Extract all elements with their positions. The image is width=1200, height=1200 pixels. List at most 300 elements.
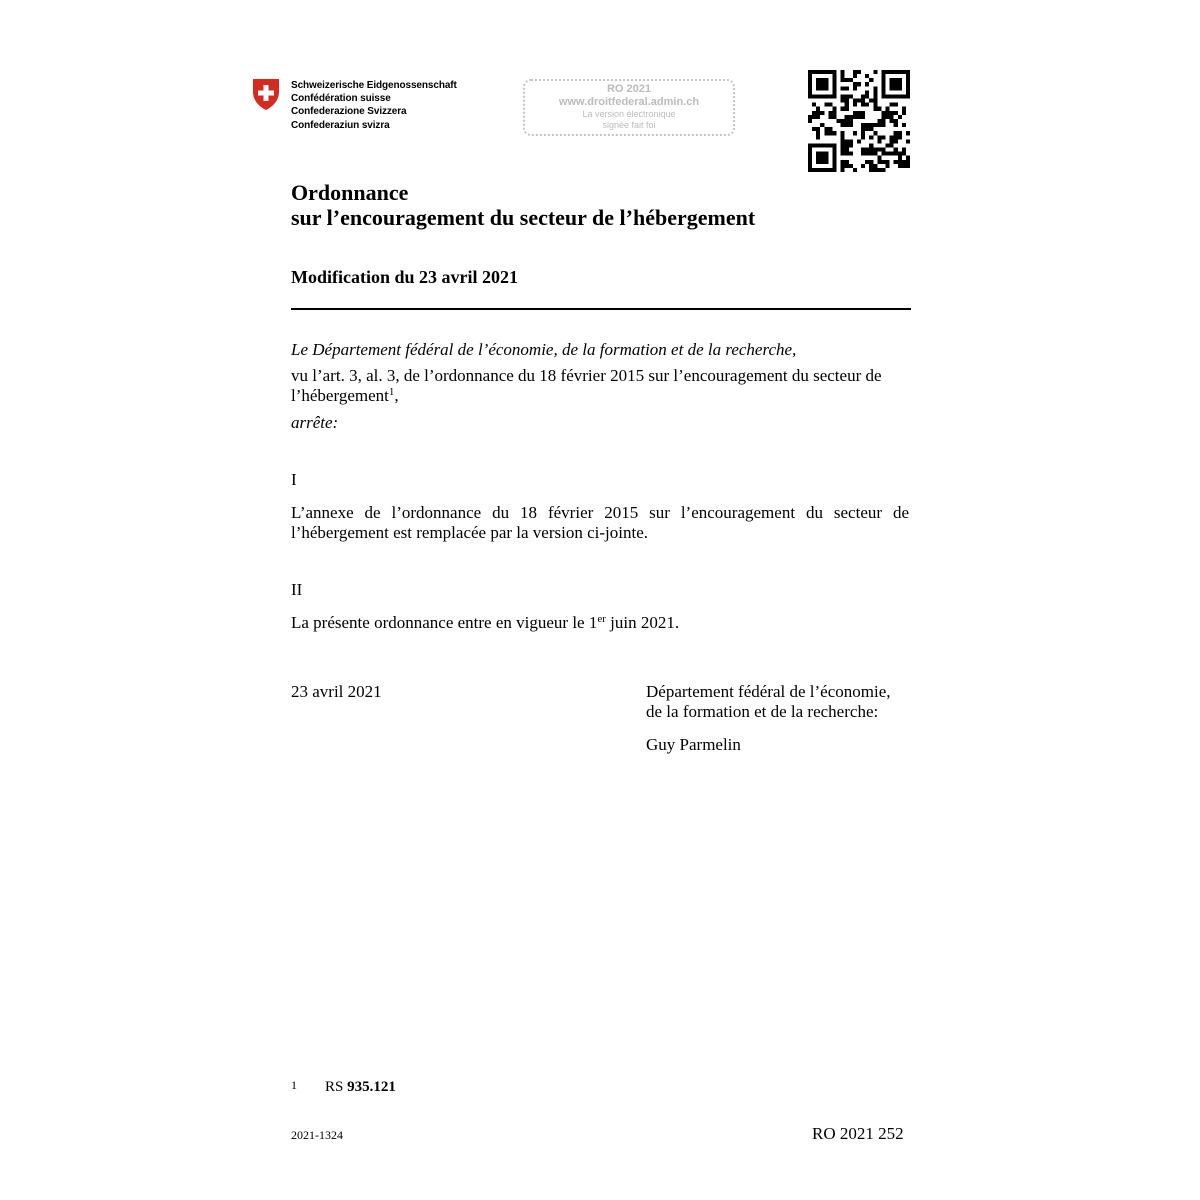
qr-module: [841, 86, 845, 90]
qr-module: [820, 168, 824, 172]
qr-module: [832, 156, 836, 160]
qr-module: [877, 168, 881, 172]
qr-module: [816, 70, 820, 74]
qr-module: [808, 168, 812, 172]
section-i-text: L’annexe de l’ordonnance du 18 février 2015 sur l’encouragement du secteur de l’hébergement est remplacée par la version ci-jointe.: [291, 503, 909, 542]
qr-module: [841, 123, 845, 127]
qr-module: [832, 131, 836, 135]
qr-module: [902, 152, 906, 156]
qr-module: [828, 127, 832, 131]
qr-module: [890, 70, 894, 74]
qr-module: [820, 94, 824, 98]
qr-module: [841, 139, 845, 143]
qr-module: [808, 119, 812, 123]
qr-module: [832, 164, 836, 168]
qr-module: [808, 82, 812, 86]
swiss-cross-icon: [252, 78, 280, 111]
qr-module: [816, 131, 820, 135]
qr-module: [873, 168, 877, 172]
qr-module: [828, 131, 832, 135]
qr-module: [869, 168, 873, 172]
qr-module: [877, 119, 881, 123]
qr-module: [906, 156, 910, 160]
qr-module: [824, 152, 828, 156]
qr-module: [841, 107, 845, 111]
qr-module: [841, 148, 845, 152]
qr-module: [812, 127, 816, 131]
qr-module: [886, 115, 890, 119]
qr-module: [869, 99, 873, 103]
qr-module: [853, 131, 857, 135]
qr-module: [841, 131, 845, 135]
section-heading-ii: II: [291, 580, 303, 599]
qr-module: [832, 70, 836, 74]
qr-module: [873, 152, 877, 156]
qr-module: [808, 94, 812, 98]
qr-module: [824, 94, 828, 98]
preamble-basis-end: ,: [394, 386, 399, 405]
qr-module: [881, 111, 885, 115]
qr-module: [857, 139, 861, 143]
signature-date: 23 avril 2021: [291, 682, 382, 701]
qr-code-icon: [808, 70, 910, 172]
qr-module: [853, 168, 857, 172]
qr-module: [890, 86, 894, 90]
qr-module: [812, 168, 816, 172]
qr-module: [877, 139, 881, 143]
qr-module: [845, 123, 849, 127]
qr-module: [869, 123, 873, 127]
qr-module: [845, 78, 849, 82]
qr-module: [832, 78, 836, 82]
qr-module: [841, 135, 845, 139]
entry-into-force-date: juin 2021.: [605, 613, 680, 632]
qr-module: [824, 160, 828, 164]
qr-module: [881, 148, 885, 152]
qr-module: [812, 103, 816, 107]
official-compilation-ref: RO 2021 252: [812, 1124, 904, 1143]
qr-module: [841, 74, 845, 78]
qr-module: [832, 107, 836, 111]
qr-module: [865, 160, 869, 164]
qr-module: [849, 152, 853, 156]
qr-module: [824, 103, 828, 107]
qr-module: [816, 160, 820, 164]
qr-module: [808, 160, 812, 164]
qr-module: [865, 90, 869, 94]
qr-module: [808, 148, 812, 152]
qr-module: [902, 123, 906, 127]
qr-module: [894, 123, 898, 127]
title-line-2: sur l’encouragement du secteur de l’hébergement: [291, 205, 756, 230]
qr-module: [894, 94, 898, 98]
qr-module: [841, 164, 845, 168]
qr-module: [906, 82, 910, 86]
qr-module: [881, 168, 885, 172]
entry-into-force-text: La présente ordonnance entre en vigueur le 1: [291, 613, 598, 632]
qr-module: [898, 70, 902, 74]
confederation-name-fr: Confédération suisse: [291, 93, 391, 105]
qr-module: [881, 82, 885, 86]
qr-module: [853, 103, 857, 107]
qr-module: [808, 78, 812, 82]
footnote-prefix: RS: [325, 1079, 348, 1095]
qr-module: [824, 143, 828, 147]
qr-module: [849, 119, 853, 123]
qr-module: [816, 82, 820, 86]
qr-module: [881, 70, 885, 74]
qr-module: [808, 74, 812, 78]
qr-module: [828, 115, 832, 119]
qr-module: [816, 168, 820, 172]
qr-module: [886, 70, 890, 74]
stamp-note-2: signée fait foi: [602, 120, 656, 130]
qr-module: [845, 160, 849, 164]
qr-module: [808, 86, 812, 90]
qr-module: [906, 139, 910, 143]
qr-module: [832, 94, 836, 98]
qr-module: [898, 164, 902, 168]
qr-module: [828, 168, 832, 172]
qr-module: [849, 164, 853, 168]
qr-module: [873, 86, 877, 90]
document-number: 2021-1324: [291, 1128, 343, 1142]
qr-module: [853, 115, 857, 119]
qr-module: [898, 135, 902, 139]
qr-module: [898, 131, 902, 135]
qr-module: [869, 152, 873, 156]
qr-module: [816, 135, 820, 139]
qr-module: [869, 164, 873, 168]
qr-module: [881, 94, 885, 98]
qr-module: [857, 115, 861, 119]
qr-module: [853, 86, 857, 90]
qr-module: [845, 107, 849, 111]
qr-module: [894, 103, 898, 107]
qr-module: [877, 148, 881, 152]
qr-module: [881, 123, 885, 127]
qr-module: [869, 160, 873, 164]
qr-module: [881, 86, 885, 90]
qr-module: [869, 148, 873, 152]
document-title: [291, 180, 755, 230]
qr-module: [841, 70, 845, 74]
qr-module: [890, 103, 894, 107]
qr-module: [877, 160, 881, 164]
qr-module: [824, 127, 828, 131]
preamble-basis-text: vu l’art. 3, al. 3, de l’ordonnance du 18 février 2015 sur l’encouragement du secteur de l’hébergement: [291, 366, 882, 405]
qr-module: [873, 94, 877, 98]
qr-module: [865, 94, 869, 98]
qr-module: [886, 143, 890, 147]
qr-module: [861, 99, 865, 103]
qr-module: [816, 78, 820, 82]
qr-module: [865, 82, 869, 86]
qr-module: [902, 164, 906, 168]
qr-module: [857, 111, 861, 115]
qr-module: [837, 119, 841, 123]
qr-module: [828, 103, 832, 107]
title-line-1: Ordonnance: [291, 180, 409, 205]
qr-module: [845, 119, 849, 123]
qr-module: [894, 148, 898, 152]
electronic-signature-stamp: [523, 79, 735, 136]
qr-module: [869, 78, 873, 82]
qr-module: [832, 111, 836, 115]
qr-module: [898, 94, 902, 98]
qr-module: [865, 148, 869, 152]
qr-module: [832, 168, 836, 172]
ordinal-suffix: er: [597, 613, 606, 625]
qr-module: [853, 99, 857, 103]
qr-module: [890, 94, 894, 98]
qr-module: [861, 135, 865, 139]
qr-module: [890, 115, 894, 119]
qr-module: [861, 152, 865, 156]
qr-module: [902, 70, 906, 74]
section-heading-i: I: [291, 470, 297, 489]
qr-module: [828, 94, 832, 98]
qr-module: [873, 99, 877, 103]
qr-module: [886, 111, 890, 115]
qr-module: [861, 94, 865, 98]
qr-module: [841, 99, 845, 103]
qr-module: [849, 115, 853, 119]
title-divider: [291, 308, 911, 310]
qr-module: [865, 74, 869, 78]
signatory-name: Guy Parmelin: [646, 735, 741, 754]
qr-module: [808, 164, 812, 168]
qr-module: [881, 152, 885, 156]
qr-module: [820, 160, 824, 164]
qr-module: [841, 78, 845, 82]
qr-module: [820, 70, 824, 74]
qr-module: [869, 135, 873, 139]
qr-module: [881, 135, 885, 139]
confederation-name-de: Schweizerische Eidgenossenschaft: [291, 80, 457, 91]
qr-module: [865, 127, 869, 131]
qr-module: [832, 90, 836, 94]
qr-module: [886, 107, 890, 111]
qr-module: [898, 82, 902, 86]
footnote-ref: 1: [388, 386, 395, 398]
qr-module: [890, 111, 894, 115]
qr-module: [812, 143, 816, 147]
qr-module: [816, 111, 820, 115]
qr-module: [832, 143, 836, 147]
qr-module: [841, 119, 845, 123]
qr-module: [841, 168, 845, 172]
qr-module: [808, 70, 812, 74]
qr-module: [857, 99, 861, 103]
qr-module: [890, 135, 894, 139]
qr-module: [890, 143, 894, 147]
qr-module: [824, 168, 828, 172]
qr-module: [902, 107, 906, 111]
qr-module: [898, 115, 902, 119]
confederation-name-it: Confederazione Svizzera: [291, 106, 407, 118]
qr-module: [894, 152, 898, 156]
qr-module: [881, 90, 885, 94]
qr-module: [881, 119, 885, 123]
qr-module: [845, 94, 849, 98]
qr-module: [808, 152, 812, 156]
footnote-reference: 935.121: [347, 1079, 396, 1095]
qr-module: [832, 148, 836, 152]
qr-module: [845, 139, 849, 143]
qr-module: [824, 131, 828, 135]
stamp-note-1: La version électronique: [582, 109, 676, 119]
qr-module: [898, 156, 902, 160]
qr-module: [824, 86, 828, 90]
qr-module: [906, 94, 910, 98]
qr-module: [828, 111, 832, 115]
qr-module: [845, 86, 849, 90]
qr-module: [873, 103, 877, 107]
qr-module: [898, 160, 902, 164]
qr-module: [853, 70, 857, 74]
qr-module: [832, 160, 836, 164]
qr-module: [894, 135, 898, 139]
qr-module: [820, 152, 824, 156]
qr-module: [894, 131, 898, 135]
qr-module: [816, 86, 820, 90]
qr-module: [812, 70, 816, 74]
qr-module: [894, 111, 898, 115]
qr-module: [877, 135, 881, 139]
qr-module: [894, 139, 898, 143]
modification-date: Modification du 23 avril 2021: [291, 267, 519, 287]
qr-module: [906, 74, 910, 78]
preamble-authority: Le Département fédéral de l’économie, de la formation et de la recherche,: [291, 340, 797, 359]
signatory-dept-line-2: de la formation et de la recherche:: [646, 702, 879, 721]
signatory-department: [646, 682, 916, 722]
qr-module: [890, 78, 894, 82]
qr-module: [845, 148, 849, 152]
footnote-number: 1: [291, 1078, 297, 1092]
qr-module: [902, 111, 906, 115]
qr-module: [820, 156, 824, 160]
qr-module: [820, 78, 824, 82]
qr-module: [881, 115, 885, 119]
qr-module: [861, 115, 865, 119]
qr-module: [845, 152, 849, 156]
qr-module: [816, 107, 820, 111]
qr-module: [861, 164, 865, 168]
qr-module: [898, 78, 902, 82]
qr-module: [894, 82, 898, 86]
footnote-text: [325, 1079, 396, 1096]
section-ii-text: [291, 613, 679, 633]
qr-module: [894, 86, 898, 90]
qr-module: [890, 119, 894, 123]
qr-module: [877, 107, 881, 111]
qr-module: [906, 160, 910, 164]
signatory-dept-line-1: Département fédéral de l’économie,: [646, 682, 891, 701]
qr-module: [841, 160, 845, 164]
qr-module: [808, 156, 812, 160]
qr-module: [845, 143, 849, 147]
qr-module: [820, 143, 824, 147]
qr-module: [877, 156, 881, 160]
qr-module: [890, 152, 894, 156]
qr-module: [865, 123, 869, 127]
enacting-formula: arrête:: [291, 413, 339, 432]
qr-module: [816, 115, 820, 119]
qr-module: [861, 103, 865, 107]
qr-module: [841, 152, 845, 156]
qr-module: [816, 94, 820, 98]
qr-module: [853, 111, 857, 115]
qr-module: [841, 143, 845, 147]
qr-module: [894, 70, 898, 74]
qr-module: [886, 160, 890, 164]
qr-module: [869, 127, 873, 131]
qr-module: [849, 143, 853, 147]
qr-module: [902, 148, 906, 152]
qr-module: [832, 152, 836, 156]
qr-module: [906, 78, 910, 82]
qr-module: [861, 148, 865, 152]
qr-module: [861, 123, 865, 127]
qr-module: [849, 139, 853, 143]
qr-module: [861, 131, 865, 135]
qr-module: [873, 123, 877, 127]
qr-module: [865, 152, 869, 156]
qr-module: [906, 131, 910, 135]
qr-module: [869, 143, 873, 147]
qr-module: [816, 152, 820, 156]
qr-module: [857, 70, 861, 74]
qr-module: [898, 86, 902, 90]
qr-module: [824, 78, 828, 82]
qr-module: [861, 127, 865, 131]
qr-module: [845, 103, 849, 107]
qr-module: [906, 90, 910, 94]
qr-module: [832, 115, 836, 119]
qr-module: [894, 160, 898, 164]
qr-module: [849, 123, 853, 127]
qr-module: [873, 148, 877, 152]
qr-module: [902, 94, 906, 98]
qr-module: [853, 74, 857, 78]
qr-module: [824, 156, 828, 160]
qr-module: [873, 107, 877, 111]
qr-module: [873, 70, 877, 74]
qr-module: [845, 115, 849, 119]
qr-module: [861, 111, 865, 115]
qr-module: [865, 103, 869, 107]
stamp-ro: RO 2021: [606, 83, 652, 95]
qr-module: [849, 78, 853, 82]
qr-module: [881, 74, 885, 78]
qr-module: [816, 127, 820, 131]
qr-module: [873, 131, 877, 135]
qr-module: [820, 82, 824, 86]
stamp-url: www.droitfederal.admin.ch: [558, 96, 700, 108]
qr-module: [881, 160, 885, 164]
qr-module: [832, 74, 836, 78]
qr-module: [808, 90, 812, 94]
qr-module: [820, 86, 824, 90]
qr-module: [849, 94, 853, 98]
preamble-basis: [291, 366, 911, 406]
qr-module: [820, 123, 824, 127]
qr-module: [853, 82, 857, 86]
qr-module: [906, 86, 910, 90]
qr-module: [886, 152, 890, 156]
qr-module: [824, 70, 828, 74]
